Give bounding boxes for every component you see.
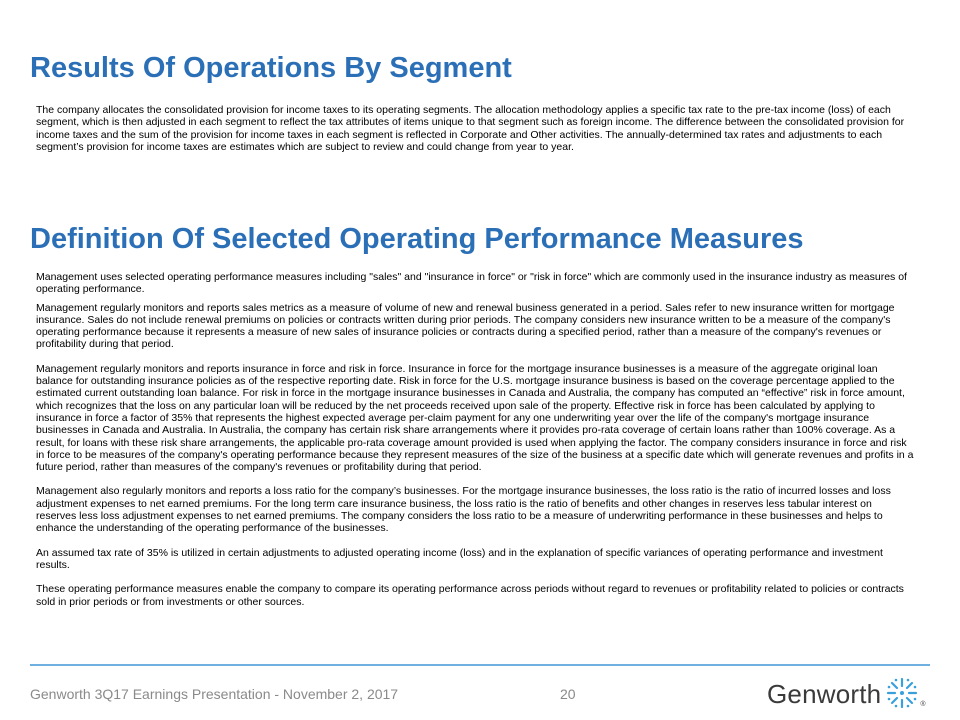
definitions-body xyxy=(36,271,914,608)
footer-presentation-title: Genworth 3Q17 Earnings Presentation - November 2, 2017 xyxy=(30,686,399,702)
paragraph-comparison: These operating performance measures enable the company to compare its operating performance across periods without regard to revenues or profitability related to policies or contracts sold in prior periods or from investments or other sources. xyxy=(36,583,904,608)
paragraph-tax-allocation: The company allocates the consolidated provision for income taxes to its operating segments. The allocation methodology applies a specific tax rate to the pre-tax income (loss) of each segment, which is then adjusted in each segment to reflect the tax attributes of items unique to that segment such as foreign income. The difference between the consolidated provision for income taxes and the sum of the provision for income taxes in each segment is reflected in Corporate and Other activities. The annually-determined tax rates and adjustments to each segment’s provision for income taxes are estimates which are subject to review and could change from year to year. xyxy=(36,104,905,153)
registered-mark: ® xyxy=(920,701,926,708)
paragraph-measures-intro: Management uses selected operating performance measures including "sales" and "insurance in force" or "risk in force" which are commonly used in the insurance industry as measures of operating performance. xyxy=(36,271,907,296)
paragraph-insurance-in-force: Management regularly monitors and reports insurance in force and risk in force. Insurance in force for the mortgage insurance businesses is a measure of the aggregate original loan balance for outstanding insurance policies as of the respective reporting date. Risk in force for the U.S. mortgage insurance business is based on the coverage percentage applied to the estimated current outstanding loan balance. For risk in force in the mortgage insurance businesses in Canada and Australia, the company has computed an “effective” risk in force amount, which recognizes that the loss on any particular loan will be reduced by the net proceeds received upon sale of the property. Effective risk in force has been calculated by applying to insurance in force a factor of 35% that represents the highest expected average per-claim payment for any one underwriting year over the life of the company's mortgage insurance businesses in Canada and Australia. In Australia, the company has certain risk share arrangements where it provides pro-rata coverage of certain loans rather than 100% coverage. As a result, for loans with these risk share arrangements, the applicable pro-rata coverage amount provided is used when applying the factor. The company considers insurance in force and risk in force to be measures of the company's operating performance because they represent measures of the size of the business at a specific date which will generate revenues and profits in a future period, rather than measures of the company's revenues or profitability during that period. xyxy=(36,362,914,474)
footer-divider xyxy=(30,664,930,666)
section-title-results: Results Of Operations By Segment xyxy=(30,52,512,84)
genworth-logo xyxy=(767,672,926,716)
section-title-definitions: Definition Of Selected Operating Performance Measures xyxy=(30,223,804,255)
page-number: 20 xyxy=(560,686,576,702)
genworth-star-icon xyxy=(885,676,919,715)
paragraph-tax-rate: An assumed tax rate of 35% is utilized in certain adjustments to adjusted operating income (loss) and in the explanation of specific variances of operating performance and investment results. xyxy=(36,546,883,571)
paragraph-loss-ratio: Management also regularly monitors and reports a loss ratio for the company’s businesses. For the mortgage insurance businesses, the loss ratio is the ratio of incurred losses and loss adjustment expenses to net earned premiums. For the long term care insurance business, the loss ratio is the ratio of benefits and other changes in reserves less tabular interest on reserves less loss adjustment expenses to net earned premiums. The company considers the loss ratio to be a measure of underwriting performance in these businesses and helps to enhance the understanding of the operating performance of the businesses. xyxy=(36,485,891,535)
logo-wordmark: Genworth xyxy=(767,678,882,709)
paragraph-sales: Management regularly monitors and reports sales metrics as a measure of volume of new and renewal business generated in a period. Sales refer to new insurance written for mortgage insurance. Sales do not include renewal premiums on policies or contracts written during prior periods. The company considers new insurance written to be a measure of the company's operating performance because it represents a measure of new sales of insurance policies or contracts during a specified period, rather than a measure of the company's revenues or profitability during that period. xyxy=(36,301,895,351)
